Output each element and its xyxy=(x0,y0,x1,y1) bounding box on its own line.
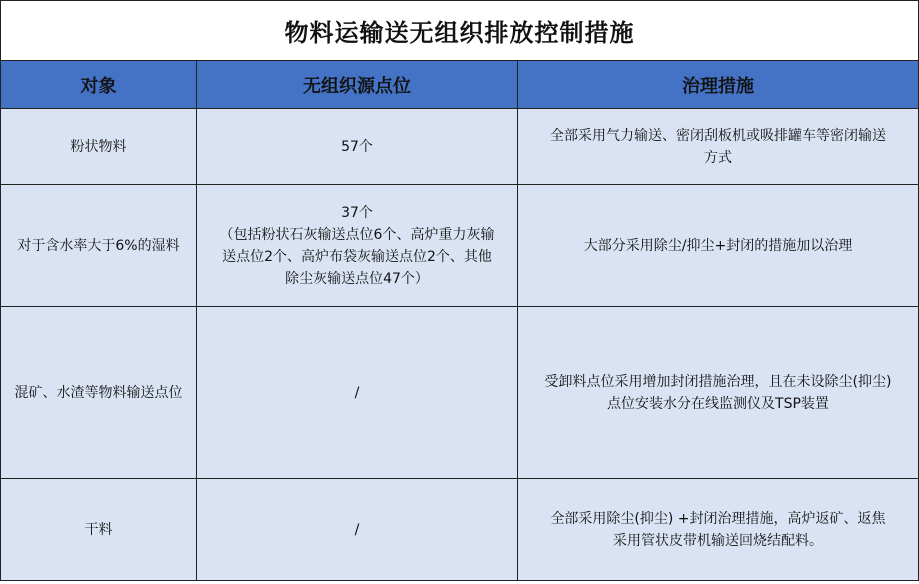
sources-cell xyxy=(197,479,518,581)
measures-line: 采用管状皮带机输送回烧结配料。 xyxy=(613,532,823,549)
sources-cell xyxy=(197,109,518,185)
table-row xyxy=(1,479,919,581)
object-text: 混矿、水渣等物料输送点位 xyxy=(14,384,183,401)
header-row xyxy=(1,61,919,109)
header-measures: 治理措施 xyxy=(518,61,919,109)
measures-cell xyxy=(518,307,919,479)
sources-line: 除尘灰输送点位47个） xyxy=(285,270,429,287)
sources-line: 57个 xyxy=(341,138,373,155)
measures-line: 方式 xyxy=(704,149,732,166)
object-text: 粉状物料 xyxy=(70,138,127,155)
table-title: 物料运输送无组织排放控制措施 xyxy=(1,1,919,61)
object-cell xyxy=(1,185,197,307)
sources-line: / xyxy=(354,384,360,401)
measures-line: 大部分采用除尘/抑尘+封闭的措施加以治理 xyxy=(583,237,853,254)
measures-cell xyxy=(518,479,919,581)
measures-line: 全部采用气力输送、密闭刮板机或吸排罐车等密闭输送 xyxy=(550,127,886,144)
sources-cell xyxy=(197,185,518,307)
sources-line: （包括粉状石灰输送点位6个、高炉重力灰输 xyxy=(219,226,495,243)
object-cell xyxy=(1,479,197,581)
object-text: 对于含水率大于6%的湿料 xyxy=(17,237,180,254)
table-row xyxy=(1,185,919,307)
table-row xyxy=(1,307,919,479)
measures-line: 点位安装水分在线监测仪及TSP装置 xyxy=(607,395,829,412)
table-row xyxy=(1,109,919,185)
measures-line: 受卸料点位采用增加封闭措施治理，且在未设除尘(抑尘) xyxy=(544,373,892,390)
sources-line: 37个 xyxy=(341,204,373,221)
measures-cell xyxy=(518,109,919,185)
header-source-points: 无组织源点位 xyxy=(197,61,518,109)
sources-line: / xyxy=(354,521,360,538)
measures-cell xyxy=(518,185,919,307)
title-row xyxy=(1,1,919,61)
sources-cell xyxy=(197,307,518,479)
measures-line: 全部采用除尘(抑尘) +封闭治理措施，高炉返矿、返焦 xyxy=(550,510,886,527)
sources-line: 送点位2个、高炉布袋灰输送点位2个、其他 xyxy=(222,248,492,265)
object-cell xyxy=(1,307,197,479)
object-cell xyxy=(1,109,197,185)
object-text: 干料 xyxy=(84,521,113,538)
header-object: 对象 xyxy=(1,61,197,109)
